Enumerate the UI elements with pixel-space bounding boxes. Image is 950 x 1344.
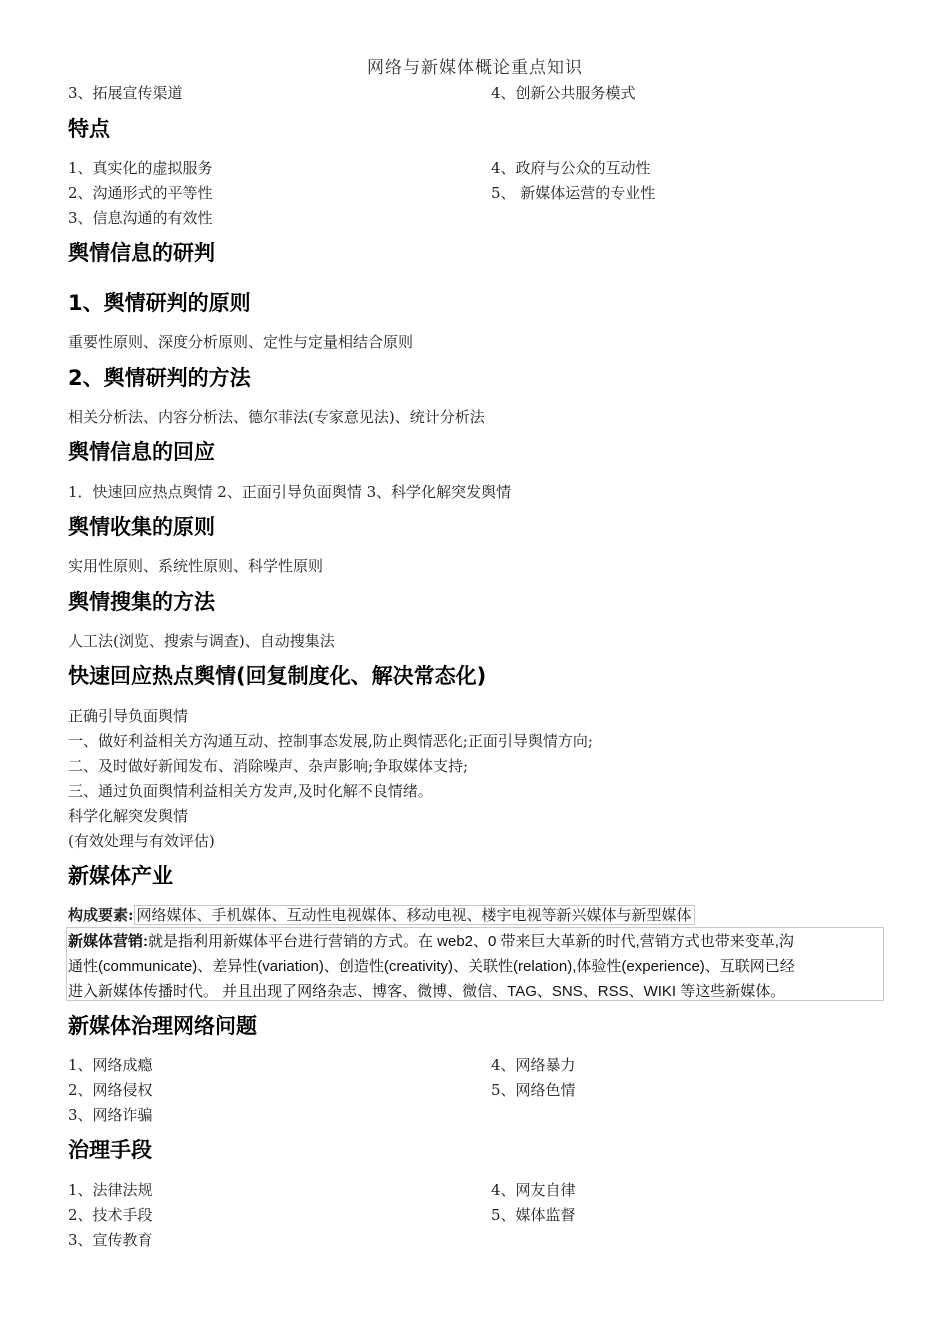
section-heading-collect: 舆情收集的原则 <box>68 515 215 539</box>
list-item: 2、沟通形式的平等性 <box>68 184 213 202</box>
list-item: 1、法律法规 <box>68 1181 153 1199</box>
paragraph-line: 科学化解突发舆情 <box>68 807 189 825</box>
paragraph: 相关分析法、内容分析法、德尔菲法(专家意见法)、统计分析法 <box>68 408 485 426</box>
list-item: 3、拓展宣传渠道 <box>68 84 183 102</box>
paragraph-line: 二、及时做好新闻发布、消除噪声、杂声影响;争取媒体支持; <box>68 757 469 775</box>
paragraph: 实用性原则、系统性原则、科学性原则 <box>68 557 324 575</box>
list-item: 4、网友自律 <box>491 1181 576 1199</box>
section-heading-industry: 新媒体产业 <box>68 864 173 888</box>
list-item: 2、网络侵权 <box>68 1081 153 1099</box>
section-heading-search: 舆情搜集的方法 <box>68 590 215 614</box>
paragraph: 重要性原则、深度分析原则、定性与定量相结合原则 <box>68 333 414 351</box>
elements-text: 网络媒体、手机媒体、互动性电视媒体、移动电视、楼宇电视等新兴媒体与新型媒体 <box>134 905 695 925</box>
elements-row <box>68 904 695 925</box>
paragraph-line: 正确引导负面舆情 <box>68 707 189 725</box>
elements-label: 构成要素: <box>68 906 134 924</box>
section-heading-response: 舆情信息的回应 <box>68 440 215 464</box>
list-item: 5、 新媒体运营的专业性 <box>491 184 656 202</box>
section-heading-fast: 快速回应热点舆情(回复制度化、解决常态化) <box>68 664 487 688</box>
marketing-line: 进入新媒体传播时代。 并且出现了网络杂志、博客、微博、微信、TAG、SNS、RSS、WIKI 等这些新媒体。 <box>68 983 786 1000</box>
section-heading-governance: 新媒体治理网络问题 <box>68 1014 257 1038</box>
list-item: 3、宣传教育 <box>68 1231 153 1249</box>
marketing-line: 通性(communicate)、差异性(variation)、创造性(creativity)、关联性(relation),体验性(experience)、互联网已经 <box>68 958 795 975</box>
subsection-heading-method: 2、舆情研判的方法 <box>68 366 251 390</box>
paragraph-line: (有效处理与有效评估) <box>68 832 215 850</box>
list-item: 4、创新公共服务模式 <box>491 84 636 102</box>
list-item: 4、网络暴力 <box>491 1056 576 1074</box>
list-item: 3、信息沟通的有效性 <box>68 209 213 227</box>
list-item: 2、技术手段 <box>68 1206 153 1224</box>
list-item: 5、媒体监督 <box>491 1206 576 1224</box>
subsection-heading-principle: 1、舆情研判的原则 <box>68 291 251 315</box>
marketing-line <box>68 930 794 951</box>
paragraph-line: 一、做好利益相关方沟通互动、控制事态发展,防止舆情恶化;正面引导舆情方向; <box>68 732 593 750</box>
section-heading-means: 治理手段 <box>68 1138 152 1162</box>
list-item: 4、政府与公众的互动性 <box>491 159 651 177</box>
marketing-text: 就是指利用新媒体平台进行营销的方式。在 web2、0 带来巨大革新的时代,营销方式也带来变革,沟 <box>148 933 794 950</box>
list-item: 3、网络诈骗 <box>68 1106 153 1124</box>
list-item: 1、真实化的虚拟服务 <box>68 159 213 177</box>
paragraph: 1．快速回应热点舆情 2、正面引导负面舆情 3、科学化解突发舆情 <box>68 483 512 501</box>
paragraph: 人工法(浏览、搜索与调查)、自动搜集法 <box>68 632 335 650</box>
page-title: 网络与新媒体概论重点知识 <box>367 58 583 78</box>
list-item: 5、网络色情 <box>491 1081 576 1099</box>
section-heading-features: 特点 <box>68 117 110 141</box>
marketing-label: 新媒体营销: <box>68 933 148 950</box>
list-item: 1、网络成瘾 <box>68 1056 153 1074</box>
section-heading-research: 舆情信息的研判 <box>68 241 215 265</box>
paragraph-line: 三、通过负面舆情利益相关方发声,及时化解不良情绪。 <box>68 782 433 800</box>
